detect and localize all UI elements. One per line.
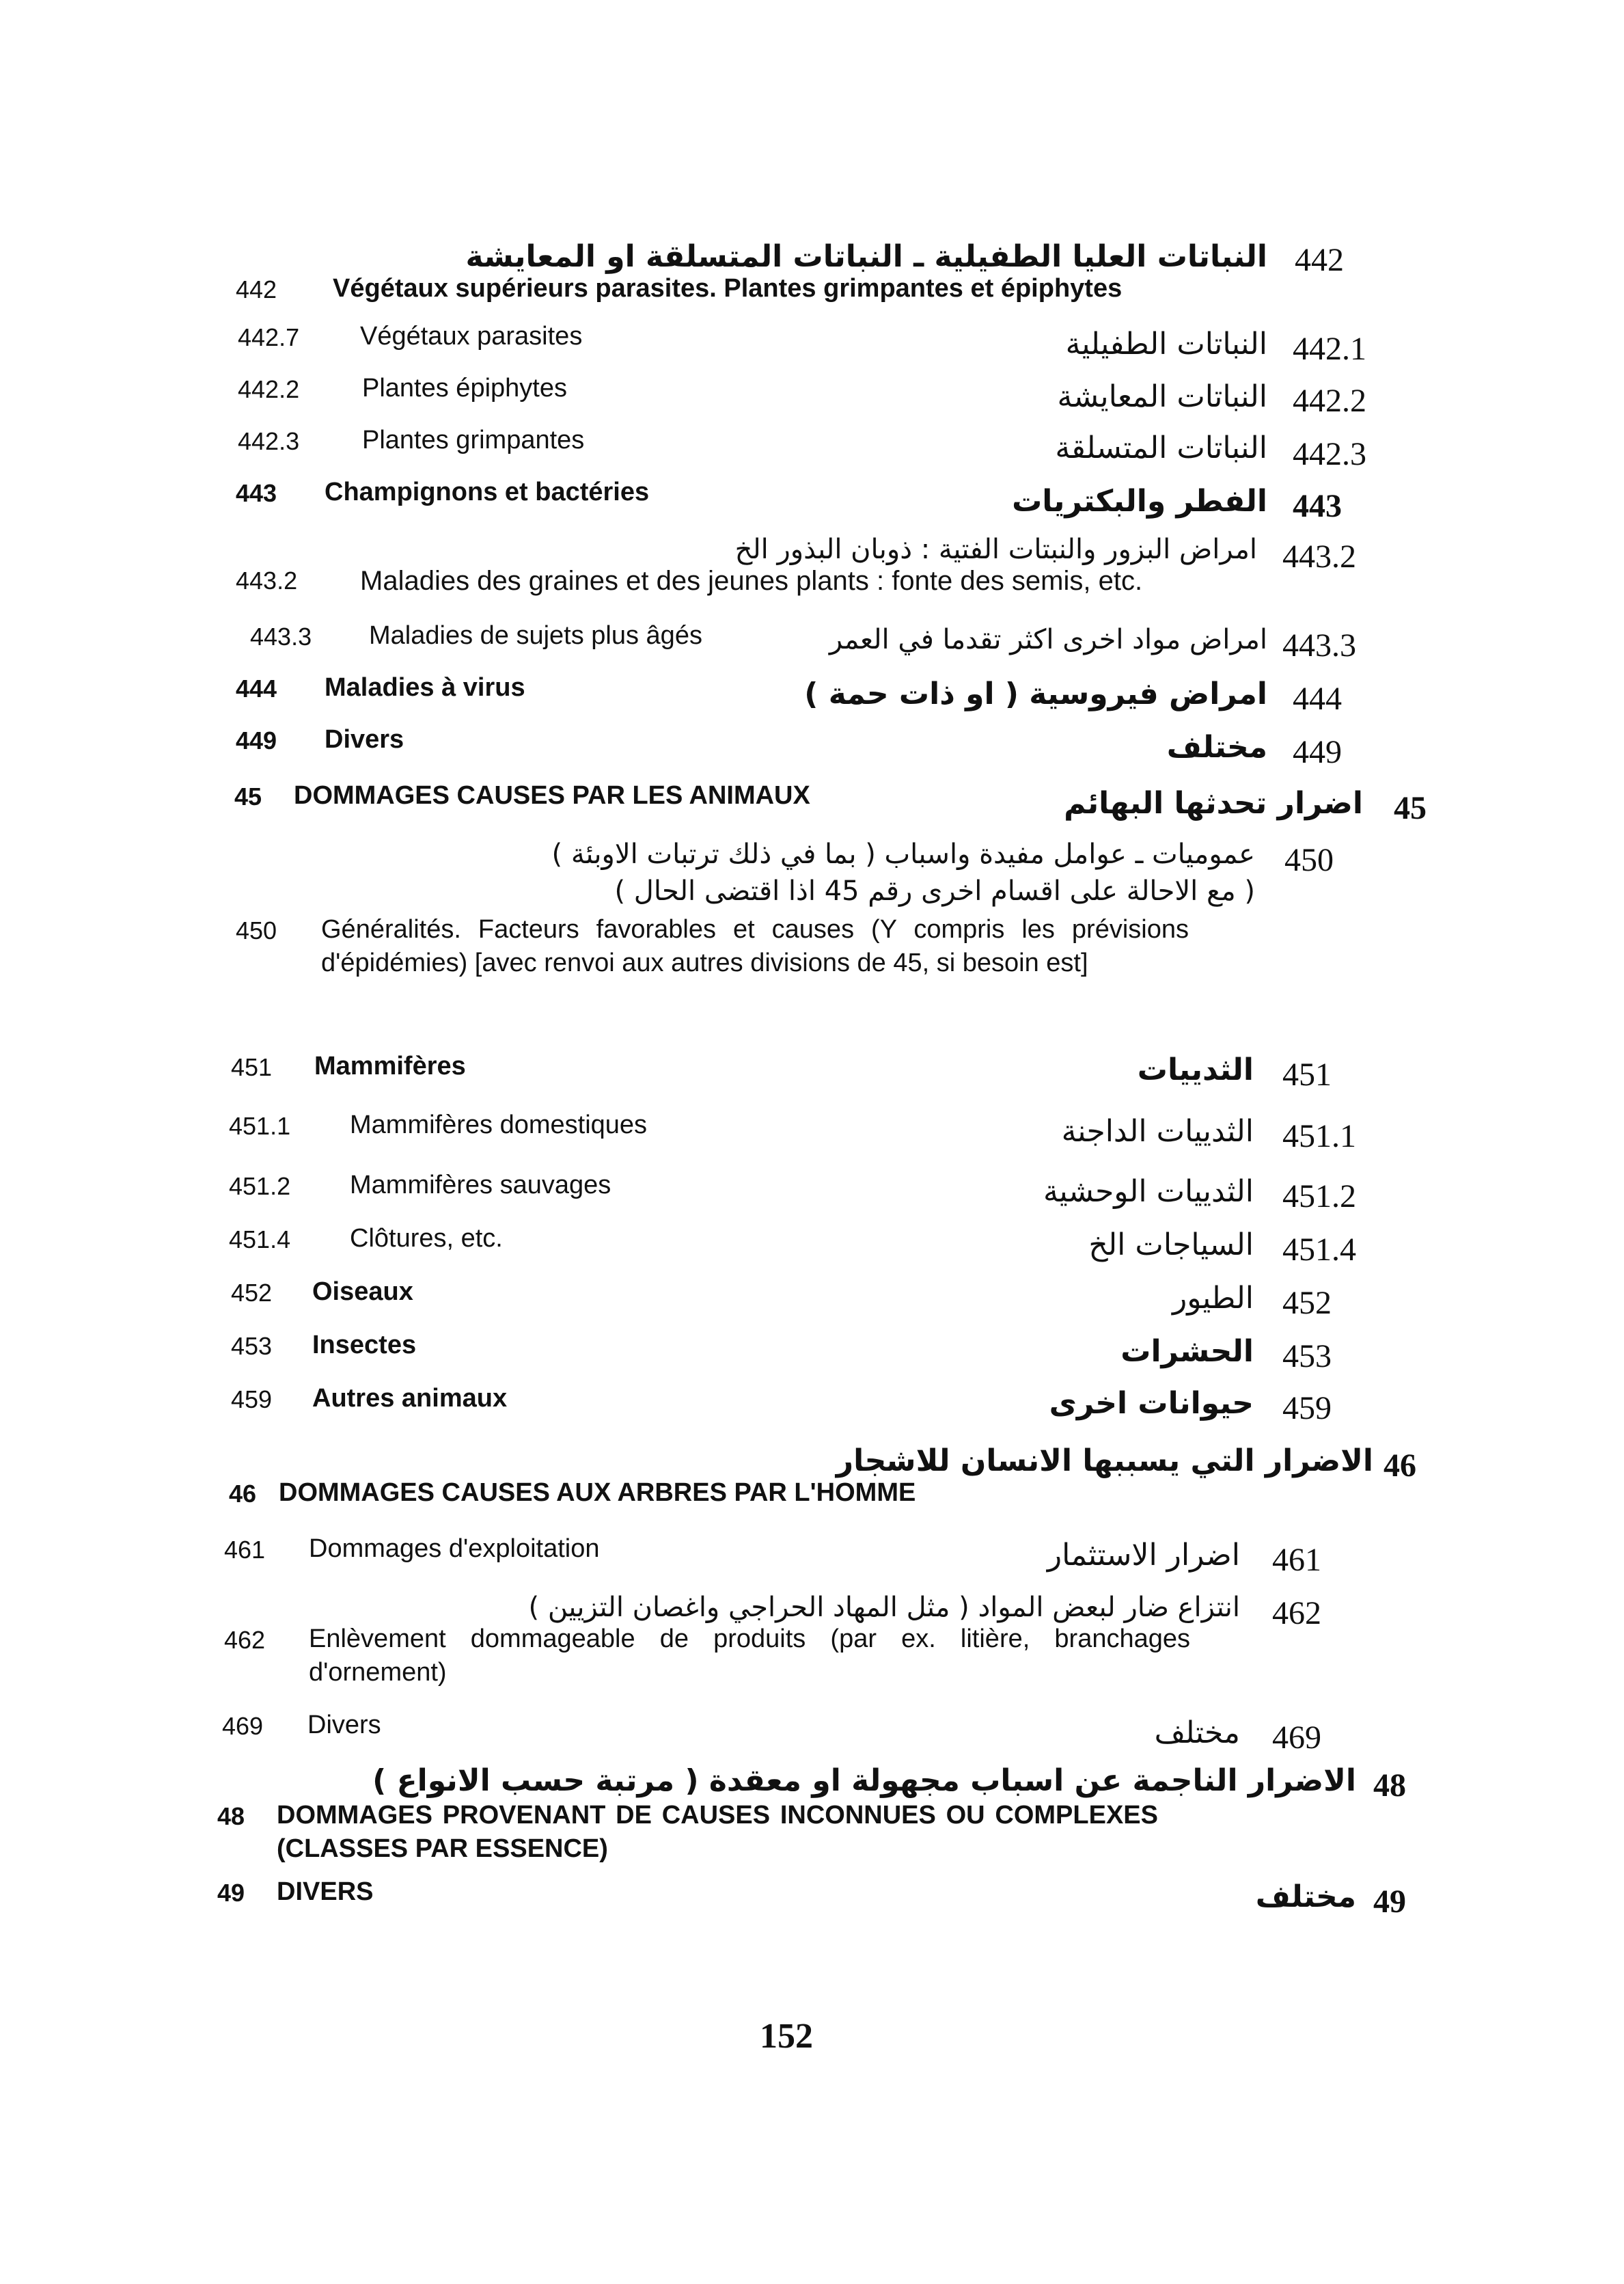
entry-452-arabic-number: 452 (1282, 1285, 1332, 1321)
entry-452-french-label: Oiseaux (312, 1277, 413, 1306)
entry-459-french-label: Autres animaux (312, 1384, 508, 1413)
entry-442-french-label: Végétaux supérieurs parasites. Plantes grimpantes et épiphytes (333, 274, 1123, 303)
entry-451-french-label: Mammifères (314, 1052, 466, 1080)
entry-451-arabic-number: 451 (1282, 1057, 1332, 1093)
entry-443-arabic-number: 443 (1293, 488, 1342, 524)
entry-443-3-arabic-label: امراض مواد اخرى اكثر تقدما في العمر (829, 624, 1267, 655)
entry-443-3-arabic-number: 443.3 (1282, 627, 1356, 664)
entry-443-3-french-label: Maladies de sujets plus âgés (369, 621, 702, 650)
entry-451-arabic-label: الثدييات (1137, 1052, 1254, 1087)
entry-462-french-label: Enlèvement dommageable de produits (par ex. litière, branchages d'ornement) (309, 1624, 1190, 1687)
entry-442-arabic-number: 442 (1295, 242, 1344, 278)
entry-443-arabic-label: الفطر والبكتريات (1012, 484, 1267, 519)
entry-469-french-label: Divers (307, 1711, 381, 1739)
entry-442-number: 442 (236, 275, 277, 303)
entry-443-2-number: 443.2 (236, 567, 298, 595)
entry-459-arabic-label: حيوانات اخرى (1049, 1386, 1254, 1421)
entry-49-arabic-label: مختلف (1255, 1879, 1356, 1914)
entry-45-arabic-number: 45 (1394, 790, 1427, 826)
entry-442-3-number: 442.3 (238, 427, 300, 455)
entry-48-arabic-label: الاضرار الناجمة عن اسباب مجهولة او معقدة ( مرتبة حسب الانواع ) (372, 1763, 1356, 1798)
entry-46-number: 46 (229, 1480, 257, 1508)
entry-461-french-label: Dommages d'exploitation (309, 1534, 600, 1563)
entry-450-arabic-label-line2: ( مع الاحالة على اقسام اخرى رقم 45 اذا اقتضى الحال ) (614, 875, 1255, 907)
entry-442-7-french-label: Végétaux parasites (360, 322, 583, 351)
entry-442-2-number: 442.2 (238, 375, 300, 403)
entry-451-1-arabic-number: 451.1 (1282, 1118, 1356, 1154)
entry-462-number: 462 (224, 1626, 266, 1654)
entry-451-4-arabic-label: السياجات الخ (1088, 1227, 1254, 1262)
entry-442-3-arabic-label: النباتات المتسلقة (1055, 431, 1267, 465)
entry-443-french-label: Champignons et bactéries (325, 478, 650, 506)
entry-451-4-number: 451.4 (229, 1225, 291, 1253)
entry-48-french-label: DOMMAGES PROVENANT DE CAUSES INCONNUES OU COMPLEXES (CLASSES PAR ESSENCE) (277, 1801, 1158, 1864)
entry-451-2-french-label: Mammifères sauvages (350, 1171, 611, 1199)
entry-452-number: 452 (231, 1279, 273, 1307)
entry-452-arabic-label: الطيور (1172, 1281, 1254, 1316)
entry-444-arabic-number: 444 (1293, 681, 1342, 717)
entry-451-1-arabic-label: الثدييات الداجنة (1061, 1114, 1254, 1149)
entry-46-arabic-number: 46 (1384, 1447, 1416, 1484)
entry-461-arabic-number: 461 (1272, 1542, 1321, 1578)
entry-442-2-french-label: Plantes épiphytes (362, 374, 567, 403)
entry-49-arabic-number: 49 (1373, 1884, 1406, 1920)
entry-451-1-french-label: Mammifères domestiques (350, 1111, 648, 1139)
entry-48-number: 48 (217, 1802, 245, 1830)
entry-442-3-arabic-number: 442.3 (1293, 436, 1366, 472)
entry-442-arabic-label: النباتات العليا الطفيلية ـ النباتات المتسلقة او المعايشة (465, 239, 1267, 274)
entry-442-7-arabic-label: النباتات الطفيلية (1065, 327, 1267, 362)
entry-442-2-arabic-label: النباتات المعايشة (1057, 379, 1267, 414)
entry-459-arabic-number: 459 (1282, 1390, 1332, 1426)
entry-443-2-arabic-label: امراض البزور والنبتات الفتية : ذوبان البذور الخ (734, 534, 1257, 565)
entry-451-4-french-label: Clôtures, etc. (350, 1224, 503, 1253)
entry-453-arabic-label: الحشرات (1120, 1334, 1254, 1369)
entry-443-2-arabic-number: 443.2 (1282, 539, 1356, 575)
entry-45-number: 45 (234, 783, 262, 811)
entry-453-arabic-number: 453 (1282, 1338, 1332, 1374)
entry-48-arabic-number: 48 (1373, 1767, 1406, 1804)
entry-451-2-number: 451.2 (229, 1172, 291, 1200)
entry-442-7-arabic-number: 442.1 (1293, 331, 1366, 367)
entry-442-2-arabic-number: 442.2 (1293, 383, 1366, 419)
entry-443-3-number: 443.3 (250, 623, 312, 651)
entry-469-arabic-label: مختلف (1154, 1715, 1240, 1750)
entry-449-arabic-number: 449 (1293, 734, 1342, 770)
entry-469-number: 469 (222, 1712, 264, 1740)
entry-49-number: 49 (217, 1879, 245, 1907)
entry-449-french-label: Divers (325, 725, 404, 754)
entry-46-arabic-label: الاضرار التي يسببها الانسان للاشجار (836, 1443, 1373, 1478)
entry-442-7-number: 442.7 (238, 323, 300, 351)
entry-461-number: 461 (224, 1536, 266, 1564)
entry-444-number: 444 (236, 675, 277, 703)
page-number: 152 (760, 2017, 813, 2056)
entry-469-arabic-number: 469 (1272, 1719, 1321, 1756)
entry-451-1-number: 451.1 (229, 1112, 291, 1140)
entry-450-arabic-number: 450 (1284, 842, 1334, 878)
entry-453-french-label: Insectes (312, 1331, 417, 1359)
entry-443-number: 443 (236, 479, 277, 507)
entry-45-french-label: DOMMAGES CAUSES PAR LES ANIMAUX (294, 781, 810, 810)
entry-444-arabic-label: امراض فيروسية ( او ذات حمة ) (804, 677, 1267, 711)
entry-449-arabic-label: مختلف (1166, 730, 1267, 765)
entry-461-arabic-label: اضرار الاستثمار (1047, 1538, 1240, 1573)
entry-453-number: 453 (231, 1332, 273, 1360)
entry-443-2-french-label: Maladies des graines et des jeunes plants : fonte des semis, etc. (360, 566, 1143, 596)
entry-451-2-arabic-number: 451.2 (1282, 1178, 1356, 1214)
entry-459-number: 459 (231, 1385, 273, 1413)
entry-451-2-arabic-label: الثدييات الوحشية (1043, 1174, 1254, 1209)
entry-442-3-french-label: Plantes grimpantes (362, 426, 585, 454)
entry-46-french-label: DOMMAGES CAUSES AUX ARBRES PAR L'HOMME (279, 1478, 916, 1507)
entry-444-french-label: Maladies à virus (325, 673, 525, 702)
entry-449-number: 449 (236, 726, 277, 754)
entry-451-number: 451 (231, 1053, 273, 1081)
entry-49-french-label: DIVERS (277, 1877, 374, 1906)
entry-450-french-label: Généralités. Facteurs favorables et causes (Y compris les prévisions d'épidémies) [avec renvoi aux autres divisions de 45, si besoin est] (321, 915, 1189, 978)
entry-462-arabic-number: 462 (1272, 1595, 1321, 1631)
entry-450-arabic-label-line1: عموميات ـ عوامل مفيدة واسباب ( بما في ذلك ترتبات الاوبئة ) (551, 839, 1255, 870)
entry-462-arabic-label: انتزاع ضار لبعض المواد ( مثل المهاد الحراجي واغصان التزيين ) (528, 1592, 1240, 1623)
entry-451-4-arabic-number: 451.4 (1282, 1232, 1356, 1268)
entry-45-arabic-label: اضرار تحدثها البهائم (1064, 786, 1363, 821)
entry-450-number: 450 (236, 916, 277, 944)
